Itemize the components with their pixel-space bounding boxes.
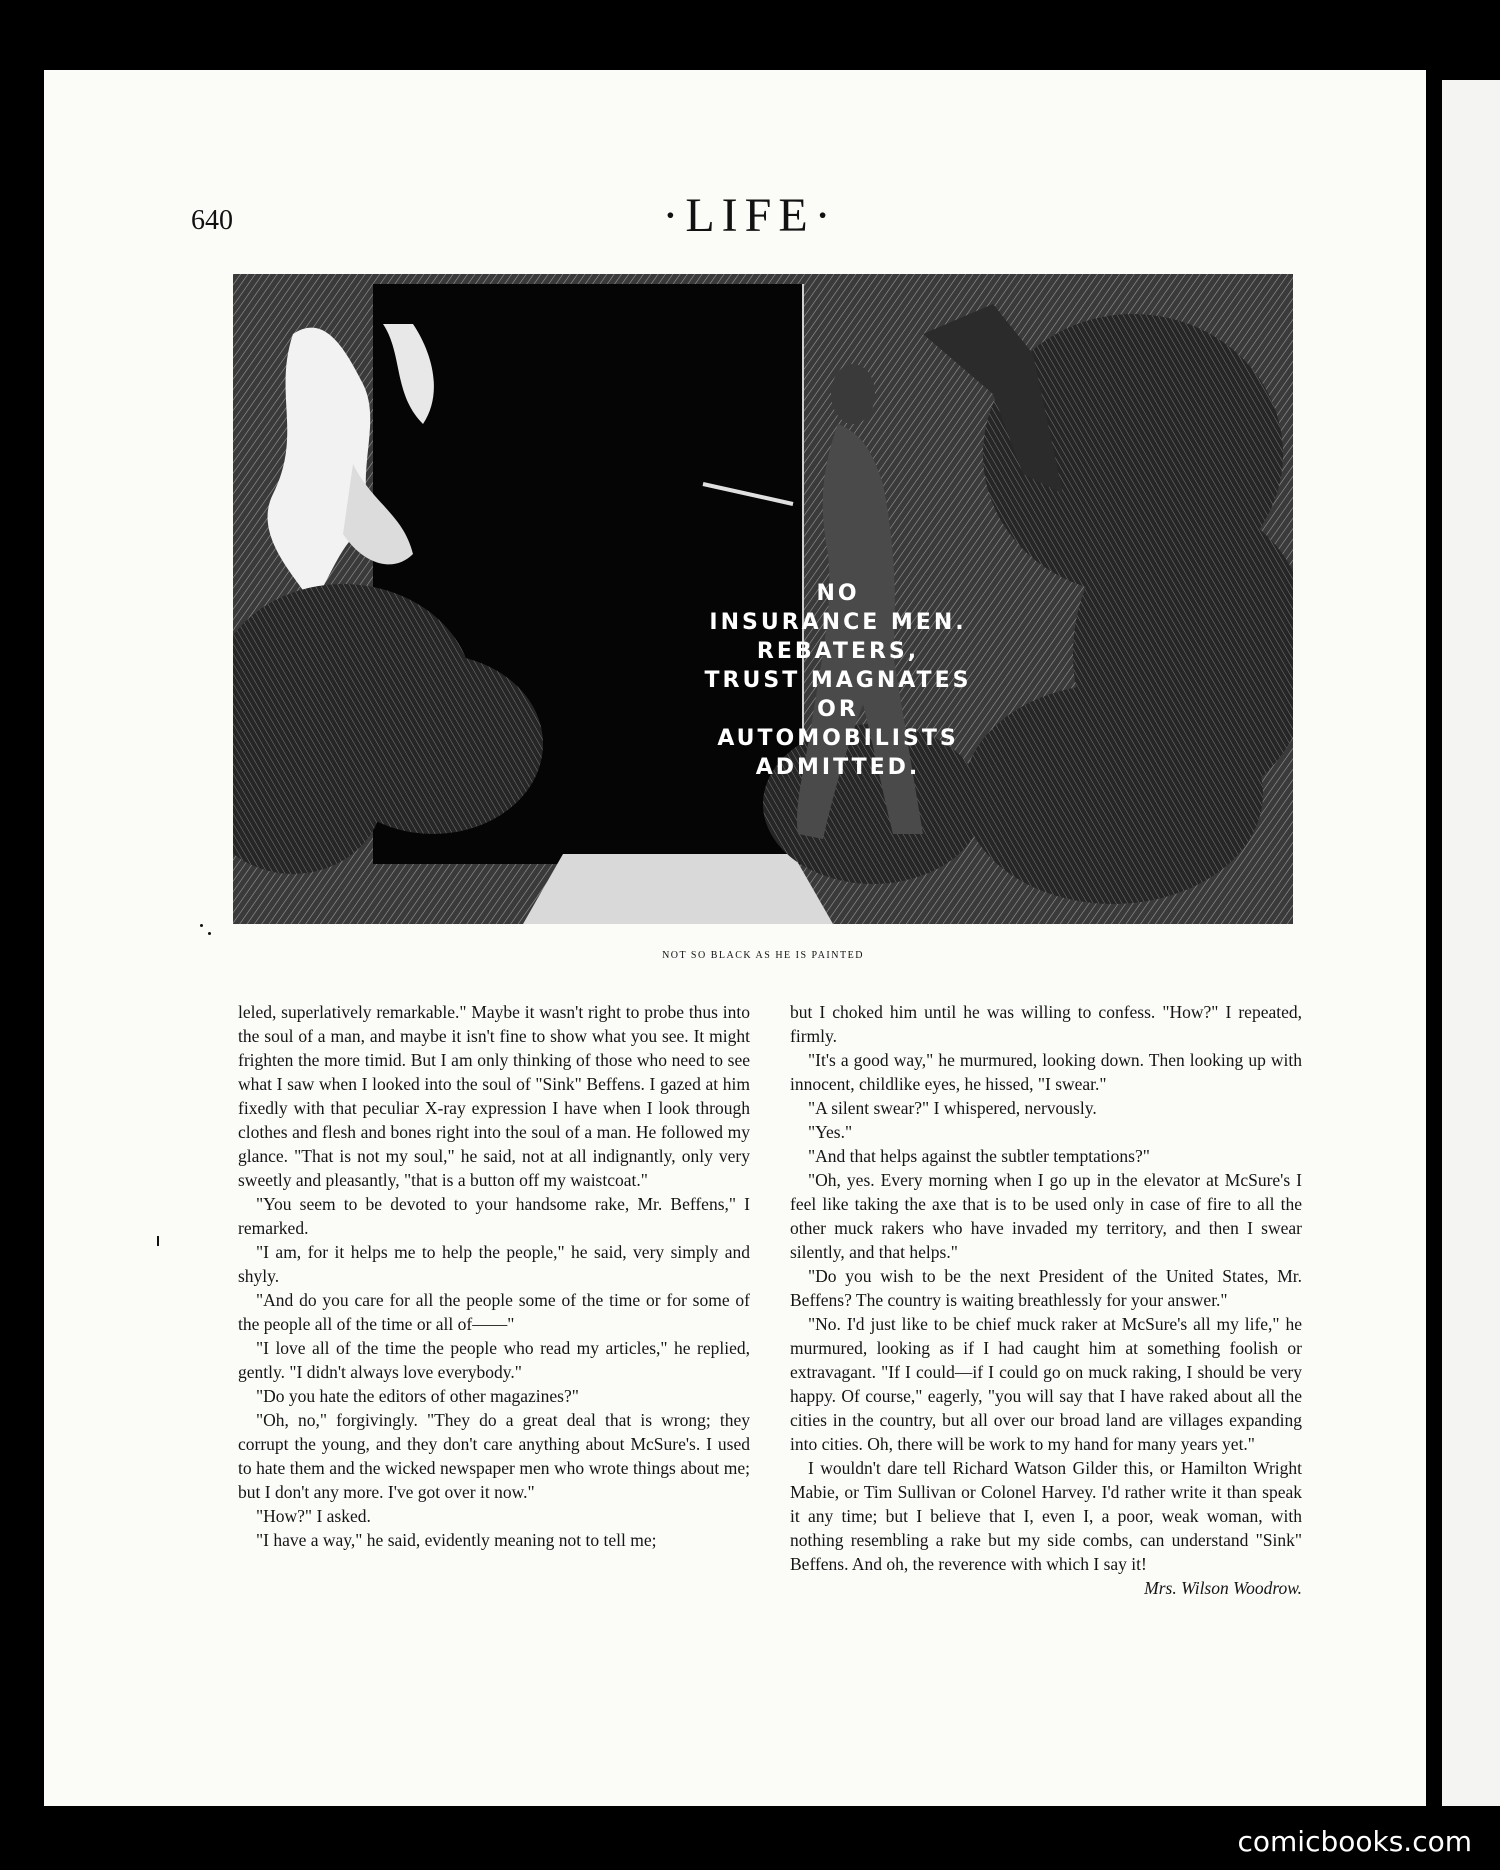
facing-page-edge bbox=[1442, 80, 1500, 1806]
paragraph: "No. I'd just like to be chief muck raker at McSure's all my life," he murmured, looking as if I had caught him at something foolish or extravagant. "If I could—if I could go on muck raking, I should be very happy. Of course," eagerly, "you will say that I have raked about all the cities in the country, but all over our broad land are villages expanding into cities. Oh, there will be work to my hand for many years yet." bbox=[790, 1314, 1302, 1454]
masthead-title: ·LIFE· bbox=[662, 189, 838, 242]
gate-sign bbox=[673, 579, 1003, 782]
paragraph: "Oh, no," forgivingly. "They do a great deal that is wrong; they corrupt the young, and they don't care anything about McSure's. I used to hate them and the wicked newspaper men who wrote things about me; but I don't any more. I've got over it now." bbox=[238, 1410, 750, 1502]
left-column bbox=[238, 1000, 750, 1552]
page-number: 640 bbox=[191, 205, 233, 236]
paragraph: "I am, for it helps me to help the people," he said, very simply and shyly. bbox=[238, 1242, 750, 1286]
illustration-caption: NOT SO BLACK AS HE IS PAINTED bbox=[662, 950, 864, 961]
devil-illustration bbox=[233, 274, 1293, 924]
paragraph: leled, superlatively remarkable." Maybe it wasn't right to probe thus into the soul of a man, and maybe it isn't fine to show what you see. It might frighten the more timid. But I am only thinking of those who need to see what I saw when I looked into the soul of "Sink" Beffens. I gazed at him fixedly with that peculiar X-ray expression I have when I look through clothes and flesh and bones right into the soul of a man. He followed my glance. "That is not my soul," he said, not at all indignantly, only very sweetly and pleasantly, "that is a button off my waistcoat." bbox=[238, 1002, 750, 1190]
paragraph: "Do you hate the editors of other magazines?" bbox=[256, 1386, 579, 1406]
paragraph: "You seem to be devoted to your handsome rake, Mr. Beffens," I remarked. bbox=[238, 1194, 750, 1238]
print-speck bbox=[157, 1236, 159, 1246]
paragraph: "How?" I asked. bbox=[256, 1506, 371, 1526]
author-signature: Mrs. Wilson Woodrow. bbox=[1144, 1578, 1302, 1598]
paragraph: "And do you care for all the people some of the time or for some of the people all of the time or all of——" bbox=[238, 1290, 750, 1334]
paragraph: "Do you wish to be the next President of the United States, Mr. Beffens? The country is waiting breathlessly for your answer." bbox=[790, 1266, 1302, 1310]
paragraph: "I love all of the time the people who read my articles," he replied, gently. "I didn't always love everybody." bbox=[238, 1338, 750, 1382]
sign-line: ADMITTED. bbox=[755, 755, 921, 780]
paragraph: "And that helps against the subtler temptations?" bbox=[808, 1146, 1150, 1166]
paragraph: but I choked him until he was willing to confess. "How?" I repeated, firmly. bbox=[790, 1002, 1302, 1046]
sign-line: REBATERS, bbox=[756, 639, 920, 664]
paragraph: "I have a way," he said, evidently meaning not to tell me; bbox=[256, 1530, 657, 1550]
right-column bbox=[790, 1000, 1302, 1600]
sign-line: INSURANCE MEN. bbox=[709, 610, 967, 635]
paragraph: "Oh, yes. Every morning when I go up in the elevator at McSure's I feel like taking the axe that is to be used only in case of fire to all the other muck rakers who have invaded my territory, and then I swear silently, and that helps." bbox=[790, 1170, 1302, 1262]
paragraph: "A silent swear?" I whispered, nervously. bbox=[808, 1098, 1097, 1118]
sign-line: OR bbox=[817, 697, 859, 722]
print-speck bbox=[208, 932, 211, 935]
sign-line: AUTOMOBILISTS bbox=[717, 726, 959, 751]
sign-line: NO bbox=[816, 581, 860, 606]
paragraph: I wouldn't dare tell Richard Watson Gilder this, or Hamilton Wright Mabie, or Tim Sullivan or Colonel Harvey. I'd rather write it than speak it any time; but I believe that I, even I, a poor, weak woman, with nothing resembling a rake but my side combs, can understand "Sink" Beffens. And oh, the reverence with which I say it! bbox=[790, 1458, 1302, 1574]
paragraph: "Yes." bbox=[808, 1122, 853, 1142]
sign-line: TRUST MAGNATES bbox=[704, 668, 972, 693]
print-speck bbox=[200, 924, 203, 927]
paragraph: "It's a good way," he murmured, looking down. Then looking up with innocent, childlike eyes, he hissed, "I swear." bbox=[790, 1050, 1302, 1094]
watermark: comicbooks.com bbox=[1237, 1825, 1472, 1858]
